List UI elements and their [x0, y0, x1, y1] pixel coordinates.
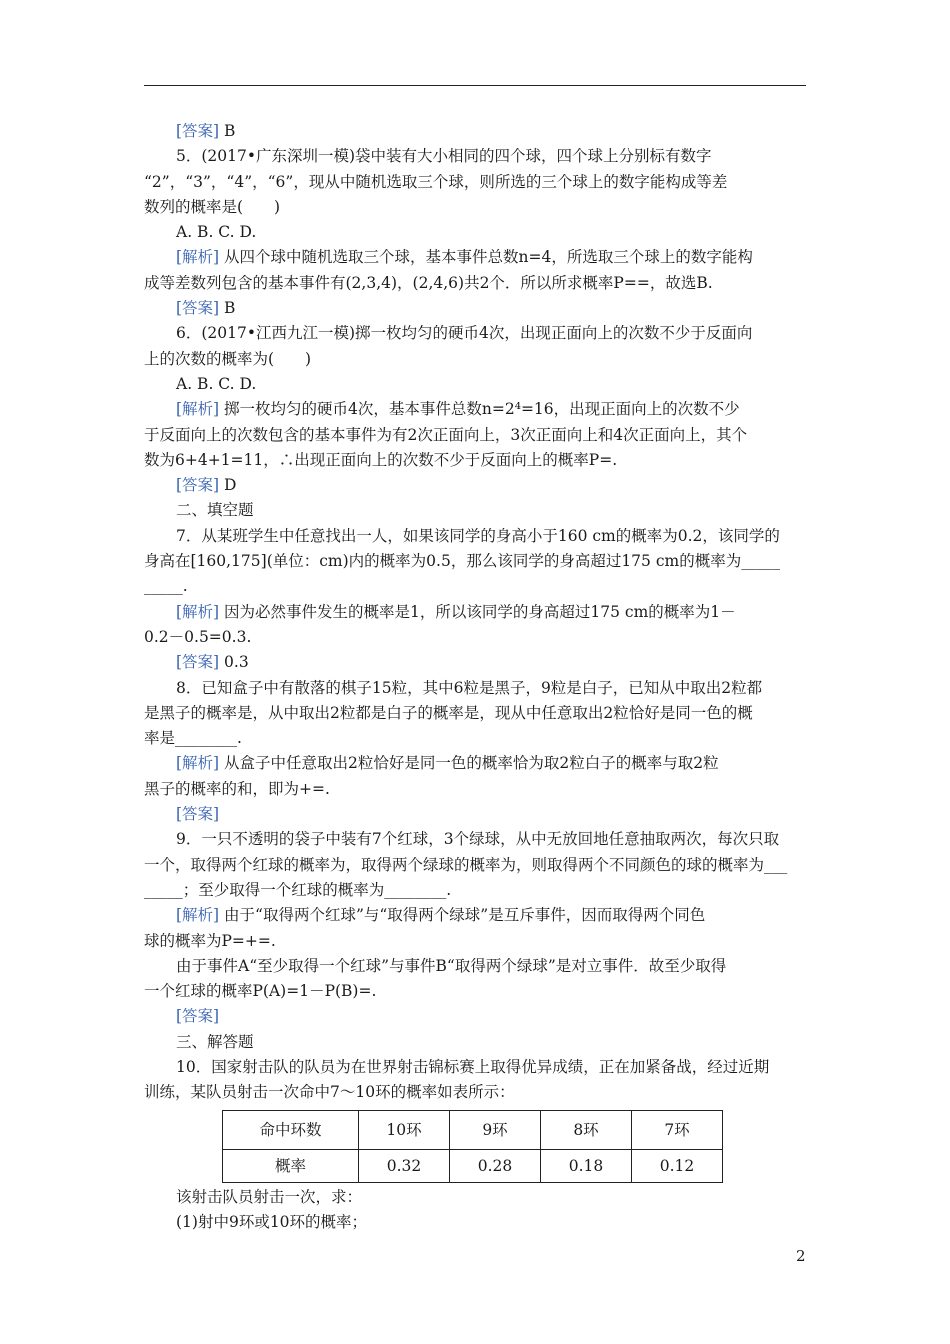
probability-table — [222, 1110, 723, 1183]
question-8-line: 8．已知盒子中有散落的棋子15粒，其中6粒是黑子，9粒是白子，已知从中取出2粒都 — [176, 678, 763, 697]
analysis-line: [解析] 由于“取得两个红球”与“取得两个绿球”是互斥事件，因而取得两个同色 — [176, 906, 706, 925]
question-6-options: A. B. C. D. — [176, 374, 257, 393]
question-10-part-1: (1)射中9环或10环的概率； — [176, 1212, 368, 1231]
analysis-label: [解析] — [176, 906, 220, 925]
answer-line: [答案] B — [176, 299, 236, 318]
answer-label: [答案] — [176, 299, 220, 318]
question-8-line: 是黑子的概率是，从中取出2粒都是白子的概率是，现从中任意取出2粒恰好是同一色的概 — [144, 703, 753, 722]
answer-line — [144, 1004, 806, 1029]
analysis-line: 黑子的概率的和，即为+=. — [144, 779, 330, 798]
analysis-line: 球的概率为P=+=. — [144, 931, 276, 950]
table-cell: 0.32 — [359, 1149, 450, 1182]
page-body — [144, 119, 806, 1235]
table-cell: 8环 — [541, 1110, 632, 1149]
table-cell: 0.28 — [450, 1149, 541, 1182]
analysis-line: 0.2－0.5=0.3. — [144, 627, 252, 646]
question-9-line: _____；至少取得一个红球的概率为________. — [144, 880, 452, 899]
analysis-line: 由于事件A“至少取得一个红球”与事件B“取得两个绿球”是对立事件．故至少取得 — [176, 956, 727, 975]
table-cell: 9环 — [450, 1110, 541, 1149]
question-7-line: _____. — [144, 577, 188, 596]
answer-line: [答案] B — [176, 122, 236, 140]
question-5-line: 5．(2017•广东深圳一模)袋中装有大小相同的四个球，四个球上分别标有数字 — [176, 147, 712, 166]
question-6-line: 上的次数的概率为( ) — [144, 349, 312, 368]
answer-line: [答案] 0.3 — [176, 653, 249, 672]
section-heading: 二、填空题 — [176, 501, 254, 520]
question-10-line: 10．国家射击队的队员为在世界射击锦标赛上取得优异成绩，正在加紧备战，经过近期 — [176, 1057, 770, 1076]
analysis-label: [解析] — [176, 400, 220, 419]
answer-line: [答案] D — [176, 476, 237, 495]
question-8-line: 率是________. — [144, 729, 242, 748]
table-cell: 命中环数 — [223, 1110, 359, 1149]
question-7-line: 身高在[160,175](单位：cm)内的概率为0.5，那么该同学的身高超过175 cm的概率为_____ — [144, 552, 780, 571]
page-number: 2 — [796, 1247, 806, 1265]
answer-label: [答案] — [176, 805, 220, 824]
question-10-line: 该射击队员射击一次，求： — [176, 1187, 363, 1206]
question-5-options: A. B. C. D. — [176, 223, 257, 242]
analysis-line: 成等差数列包含的基本事件有(2,3,4)，(2,4,6)共2个．所以所求概率P==，故选B. — [144, 273, 713, 292]
question-9-line: 9．一只不透明的袋子中装有7个红球，3个绿球，从中无放回地任意抽取两次，每次只取 — [176, 830, 780, 849]
question-10-line: 训练，某队员射击一次命中7～10环的概率如表所示： — [144, 1083, 515, 1102]
answer-label: [答案] — [176, 653, 220, 672]
analysis-line: [解析] 从四个球中随机选取三个球，基本事件总数n=4，所选取三个球上的数字能构 — [176, 248, 753, 267]
analysis-label: [解析] — [176, 754, 220, 773]
question-5-line: 数列的概率是( ) — [144, 197, 281, 216]
table-row — [223, 1149, 723, 1182]
analysis-line: [解析] 因为必然事件发生的概率是1，所以该同学的身高超过175 cm的概率为1－ — [176, 602, 736, 621]
answer-label: [答案] — [176, 122, 220, 140]
table-cell: 0.12 — [632, 1149, 723, 1182]
analysis-label: [解析] — [176, 602, 220, 621]
answer-line — [144, 802, 806, 827]
table-cell: 0.18 — [541, 1149, 632, 1182]
analysis-label: [解析] — [176, 248, 220, 267]
table-cell: 概率 — [223, 1149, 359, 1182]
analysis-line: [解析] 从盒子中任意取出2粒恰好是同一色的概率恰为取2粒白子的概率与取2粒 — [176, 754, 719, 773]
analysis-line: 一个红球的概率P(A)=1－P(B)=. — [144, 982, 377, 1001]
table-cell: 7环 — [632, 1110, 723, 1149]
question-7-line: 7．从某班学生中任意找出一人，如果该同学的身高小于160 cm的概率为0.2，该同学的 — [176, 526, 780, 545]
analysis-line: [解析] 掷一枚均匀的硬币4次，基本事件总数n=2⁴=16，出现正面向上的次数不少 — [176, 400, 740, 419]
question-6-line: 6．(2017•江西九江一模)掷一枚均匀的硬币4次，出现正面向上的次数不少于反面向 — [176, 324, 753, 343]
answer-label: [答案] — [176, 476, 220, 495]
analysis-line: 于反面向上的次数包含的基本事件为有2次正面向上，3次正面向上和4次正面向上，其个 — [144, 425, 748, 444]
question-9-line: 一个，取得两个红球的概率为，取得两个绿球的概率为，则取得两个不同颜色的球的概率为___ — [144, 855, 788, 874]
analysis-line: 数为6+4+1=11，∴出现正面向上的次数不少于反面向上的概率P=. — [144, 450, 618, 469]
question-5-line: “2”，“3”，“4”，“6”，现从中随机选取三个球，则所选的三个球上的数字能构成等差 — [144, 172, 728, 191]
section-heading: 三、解答题 — [176, 1032, 254, 1051]
answer-label: [答案] — [176, 1007, 220, 1026]
table-row — [223, 1110, 723, 1149]
table-cell: 10环 — [359, 1110, 450, 1149]
header-rule — [144, 85, 806, 86]
